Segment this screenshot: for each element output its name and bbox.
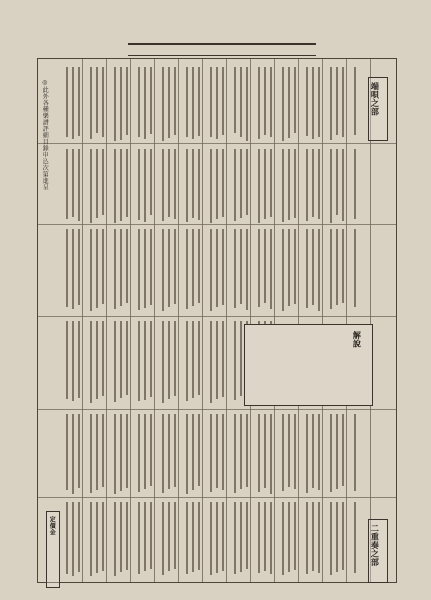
text-placeholder bbox=[168, 149, 170, 217]
text-placeholder bbox=[138, 149, 140, 220]
catalogue-grid bbox=[38, 59, 396, 582]
text-placeholder bbox=[144, 321, 146, 400]
text-placeholder bbox=[318, 502, 320, 573]
text-placeholder bbox=[240, 149, 242, 218]
text-placeholder bbox=[66, 414, 68, 490]
text-placeholder bbox=[72, 414, 74, 494]
text-placeholder bbox=[234, 229, 236, 308]
text-placeholder bbox=[72, 67, 74, 139]
text-placeholder bbox=[240, 502, 242, 572]
text-placeholder bbox=[330, 502, 332, 575]
text-placeholder bbox=[210, 414, 212, 492]
text-placeholder bbox=[90, 229, 92, 311]
text-placeholder bbox=[282, 502, 284, 575]
text-placeholder bbox=[336, 502, 338, 572]
price-label: 定價金 bbox=[48, 516, 56, 536]
text-placeholder bbox=[162, 67, 164, 141]
text-placeholder bbox=[336, 414, 338, 489]
text-placeholder bbox=[120, 229, 122, 306]
text-placeholder bbox=[192, 149, 194, 218]
text-placeholder bbox=[144, 149, 146, 222]
text-placeholder bbox=[66, 149, 68, 219]
text-placeholder bbox=[120, 67, 122, 140]
text-placeholder bbox=[234, 67, 236, 133]
price-box bbox=[46, 511, 60, 588]
text-placeholder bbox=[210, 149, 212, 223]
text-placeholder bbox=[114, 229, 116, 309]
text-placeholder bbox=[246, 149, 248, 215]
text-placeholder bbox=[336, 67, 338, 135]
text-placeholder bbox=[264, 229, 266, 303]
text-placeholder bbox=[294, 149, 296, 218]
text-placeholder bbox=[126, 229, 128, 303]
text-placeholder bbox=[78, 67, 80, 136]
text-placeholder bbox=[246, 502, 248, 569]
text-placeholder bbox=[354, 229, 356, 307]
text-placeholder bbox=[234, 414, 236, 493]
text-placeholder bbox=[102, 67, 104, 137]
text-placeholder bbox=[306, 149, 308, 221]
text-placeholder bbox=[336, 229, 338, 305]
text-placeholder bbox=[294, 502, 296, 570]
text-placeholder bbox=[330, 149, 332, 223]
text-placeholder bbox=[78, 414, 80, 488]
text-placeholder bbox=[216, 149, 218, 219]
text-placeholder bbox=[126, 502, 128, 570]
text-placeholder bbox=[270, 229, 272, 309]
text-placeholder bbox=[216, 321, 218, 399]
text-placeholder bbox=[174, 67, 176, 135]
text-placeholder bbox=[222, 149, 224, 217]
text-placeholder bbox=[126, 414, 128, 488]
text-placeholder bbox=[198, 67, 200, 136]
text-placeholder bbox=[96, 149, 98, 218]
text-placeholder bbox=[198, 229, 200, 303]
text-placeholder bbox=[198, 149, 200, 220]
text-placeholder bbox=[198, 321, 200, 395]
text-placeholder bbox=[150, 414, 152, 486]
text-placeholder bbox=[66, 321, 68, 399]
text-placeholder bbox=[192, 502, 194, 572]
text-placeholder bbox=[288, 229, 290, 306]
text-placeholder bbox=[168, 229, 170, 307]
text-placeholder bbox=[174, 149, 176, 219]
duet-section-box bbox=[368, 519, 388, 583]
text-placeholder bbox=[114, 149, 116, 223]
duet-section-label: 二重奏之部 bbox=[370, 524, 381, 567]
text-placeholder bbox=[306, 67, 308, 136]
text-placeholder bbox=[102, 414, 104, 487]
text-placeholder bbox=[150, 149, 152, 215]
text-placeholder bbox=[270, 414, 272, 494]
text-placeholder bbox=[240, 229, 242, 304]
text-placeholder bbox=[150, 229, 152, 305]
catalogue-frame bbox=[37, 58, 397, 583]
text-placeholder bbox=[342, 229, 344, 303]
text-placeholder bbox=[354, 502, 356, 573]
text-placeholder bbox=[312, 414, 314, 488]
text-placeholder bbox=[318, 229, 320, 311]
text-placeholder bbox=[186, 502, 188, 574]
text-placeholder bbox=[342, 414, 344, 486]
text-placeholder bbox=[270, 67, 272, 137]
text-placeholder bbox=[198, 502, 200, 570]
text-placeholder bbox=[162, 502, 164, 575]
text-placeholder bbox=[168, 502, 170, 571]
text-placeholder bbox=[102, 502, 104, 571]
text-placeholder bbox=[210, 502, 212, 575]
text-placeholder bbox=[90, 67, 92, 139]
text-placeholder bbox=[66, 502, 68, 574]
commentary-title: 解說 bbox=[352, 331, 363, 348]
text-placeholder bbox=[234, 321, 236, 400]
text-placeholder bbox=[342, 149, 344, 221]
text-placeholder bbox=[216, 414, 218, 488]
text-placeholder bbox=[210, 321, 212, 403]
text-placeholder bbox=[120, 149, 122, 221]
text-placeholder bbox=[312, 229, 314, 305]
text-placeholder bbox=[306, 229, 308, 308]
text-placeholder bbox=[192, 321, 194, 398]
kouta-section-label: 端唄之部 bbox=[370, 82, 381, 116]
text-placeholder bbox=[354, 67, 356, 135]
text-placeholder bbox=[174, 321, 176, 396]
text-placeholder bbox=[72, 149, 74, 217]
text-placeholder bbox=[282, 67, 284, 141]
text-placeholder bbox=[354, 149, 356, 219]
grid-row-line bbox=[38, 409, 396, 410]
text-placeholder bbox=[96, 502, 98, 573]
text-placeholder bbox=[192, 414, 194, 490]
text-placeholder bbox=[138, 67, 140, 137]
text-placeholder bbox=[210, 229, 212, 311]
text-placeholder bbox=[312, 149, 314, 217]
text-placeholder bbox=[174, 414, 176, 487]
text-placeholder bbox=[288, 502, 290, 572]
text-placeholder bbox=[216, 229, 218, 307]
text-placeholder bbox=[318, 67, 320, 137]
text-placeholder bbox=[216, 67, 218, 139]
text-placeholder bbox=[240, 67, 242, 137]
text-placeholder bbox=[288, 149, 290, 220]
text-placeholder bbox=[222, 67, 224, 135]
text-placeholder bbox=[354, 414, 356, 491]
text-placeholder bbox=[90, 149, 92, 223]
text-placeholder bbox=[294, 67, 296, 133]
text-placeholder bbox=[306, 414, 308, 493]
text-placeholder bbox=[90, 321, 92, 403]
text-placeholder bbox=[186, 414, 188, 494]
text-placeholder bbox=[72, 502, 74, 576]
text-placeholder bbox=[78, 229, 80, 305]
text-placeholder bbox=[114, 414, 116, 494]
grid-row-line bbox=[38, 316, 396, 317]
text-placeholder bbox=[258, 414, 260, 492]
text-placeholder bbox=[138, 502, 140, 574]
text-placeholder bbox=[102, 149, 104, 215]
text-placeholder bbox=[162, 321, 164, 403]
text-placeholder bbox=[294, 414, 296, 489]
grid-row-line bbox=[38, 497, 396, 498]
text-placeholder bbox=[330, 229, 332, 309]
text-placeholder bbox=[312, 502, 314, 571]
text-placeholder bbox=[192, 229, 194, 306]
text-placeholder bbox=[330, 414, 332, 492]
text-placeholder bbox=[138, 414, 140, 492]
text-placeholder bbox=[72, 321, 74, 401]
outside-note: ◎此外各種樂譜評細目錄申込次第進呈 bbox=[41, 79, 49, 191]
text-placeholder bbox=[264, 414, 266, 488]
text-placeholder bbox=[96, 229, 98, 308]
text-placeholder bbox=[168, 321, 170, 399]
text-placeholder bbox=[162, 149, 164, 221]
text-placeholder bbox=[246, 229, 248, 310]
text-placeholder bbox=[216, 502, 218, 573]
text-placeholder bbox=[126, 67, 128, 135]
text-placeholder bbox=[210, 67, 212, 137]
text-placeholder bbox=[258, 502, 260, 573]
text-placeholder bbox=[168, 414, 170, 489]
text-placeholder bbox=[186, 229, 188, 309]
commentary-box bbox=[244, 324, 373, 406]
text-placeholder bbox=[96, 321, 98, 399]
text-placeholder bbox=[288, 67, 290, 138]
text-placeholder bbox=[96, 414, 98, 490]
header-band bbox=[128, 43, 316, 56]
text-placeholder bbox=[312, 67, 314, 139]
text-placeholder bbox=[78, 149, 80, 221]
grid-row-line bbox=[38, 143, 396, 144]
text-placeholder bbox=[306, 502, 308, 574]
text-placeholder bbox=[150, 67, 152, 134]
text-placeholder bbox=[66, 229, 68, 307]
text-placeholder bbox=[66, 67, 68, 137]
text-placeholder bbox=[270, 502, 272, 574]
text-placeholder bbox=[120, 414, 122, 491]
text-placeholder bbox=[282, 414, 284, 491]
text-placeholder bbox=[186, 321, 188, 401]
text-placeholder bbox=[258, 67, 260, 139]
text-placeholder bbox=[96, 67, 98, 133]
text-placeholder bbox=[222, 414, 224, 490]
text-placeholder bbox=[174, 229, 176, 304]
text-placeholder bbox=[246, 414, 248, 487]
text-placeholder bbox=[258, 229, 260, 307]
text-placeholder bbox=[138, 229, 140, 310]
text-placeholder bbox=[222, 502, 224, 571]
text-placeholder bbox=[240, 321, 242, 396]
text-placeholder bbox=[342, 502, 344, 570]
text-placeholder bbox=[72, 229, 74, 309]
text-placeholder bbox=[126, 321, 128, 395]
text-placeholder bbox=[144, 502, 146, 571]
text-placeholder bbox=[192, 67, 194, 139]
text-placeholder bbox=[186, 149, 188, 222]
text-placeholder bbox=[114, 67, 116, 141]
text-placeholder bbox=[126, 149, 128, 217]
text-placeholder bbox=[264, 502, 266, 571]
text-placeholder bbox=[138, 321, 140, 401]
text-placeholder bbox=[168, 67, 170, 138]
text-placeholder bbox=[258, 149, 260, 223]
text-placeholder bbox=[144, 229, 146, 308]
text-placeholder bbox=[150, 502, 152, 569]
text-placeholder bbox=[318, 414, 320, 490]
text-placeholder bbox=[234, 149, 236, 221]
text-placeholder bbox=[144, 414, 146, 489]
text-placeholder bbox=[120, 502, 122, 572]
text-placeholder bbox=[90, 502, 92, 576]
text-placeholder bbox=[102, 321, 104, 396]
text-placeholder bbox=[120, 321, 122, 398]
text-placeholder bbox=[330, 67, 332, 140]
text-placeholder bbox=[336, 149, 338, 215]
text-placeholder bbox=[288, 414, 290, 487]
text-placeholder bbox=[186, 67, 188, 137]
text-placeholder bbox=[222, 321, 224, 397]
text-placeholder bbox=[90, 414, 92, 493]
text-placeholder bbox=[222, 229, 224, 305]
text-placeholder bbox=[282, 149, 284, 222]
text-placeholder bbox=[144, 67, 146, 139]
text-placeholder bbox=[240, 414, 242, 489]
text-placeholder bbox=[246, 67, 248, 141]
text-placeholder bbox=[270, 149, 272, 217]
text-placeholder bbox=[294, 229, 296, 304]
text-placeholder bbox=[282, 229, 284, 311]
text-placeholder bbox=[318, 149, 320, 219]
kouta-section-box bbox=[368, 77, 388, 141]
text-placeholder bbox=[162, 414, 164, 493]
text-placeholder bbox=[114, 502, 116, 576]
text-placeholder bbox=[102, 229, 104, 304]
text-placeholder bbox=[264, 67, 266, 135]
text-placeholder bbox=[78, 502, 80, 572]
text-placeholder bbox=[342, 67, 344, 137]
text-placeholder bbox=[198, 414, 200, 486]
text-placeholder bbox=[174, 502, 176, 569]
text-placeholder bbox=[150, 321, 152, 397]
text-placeholder bbox=[264, 149, 266, 219]
text-placeholder bbox=[78, 321, 80, 398]
text-placeholder bbox=[234, 502, 236, 574]
text-placeholder bbox=[114, 321, 116, 402]
grid-row-line bbox=[38, 224, 396, 225]
text-placeholder bbox=[162, 229, 164, 311]
